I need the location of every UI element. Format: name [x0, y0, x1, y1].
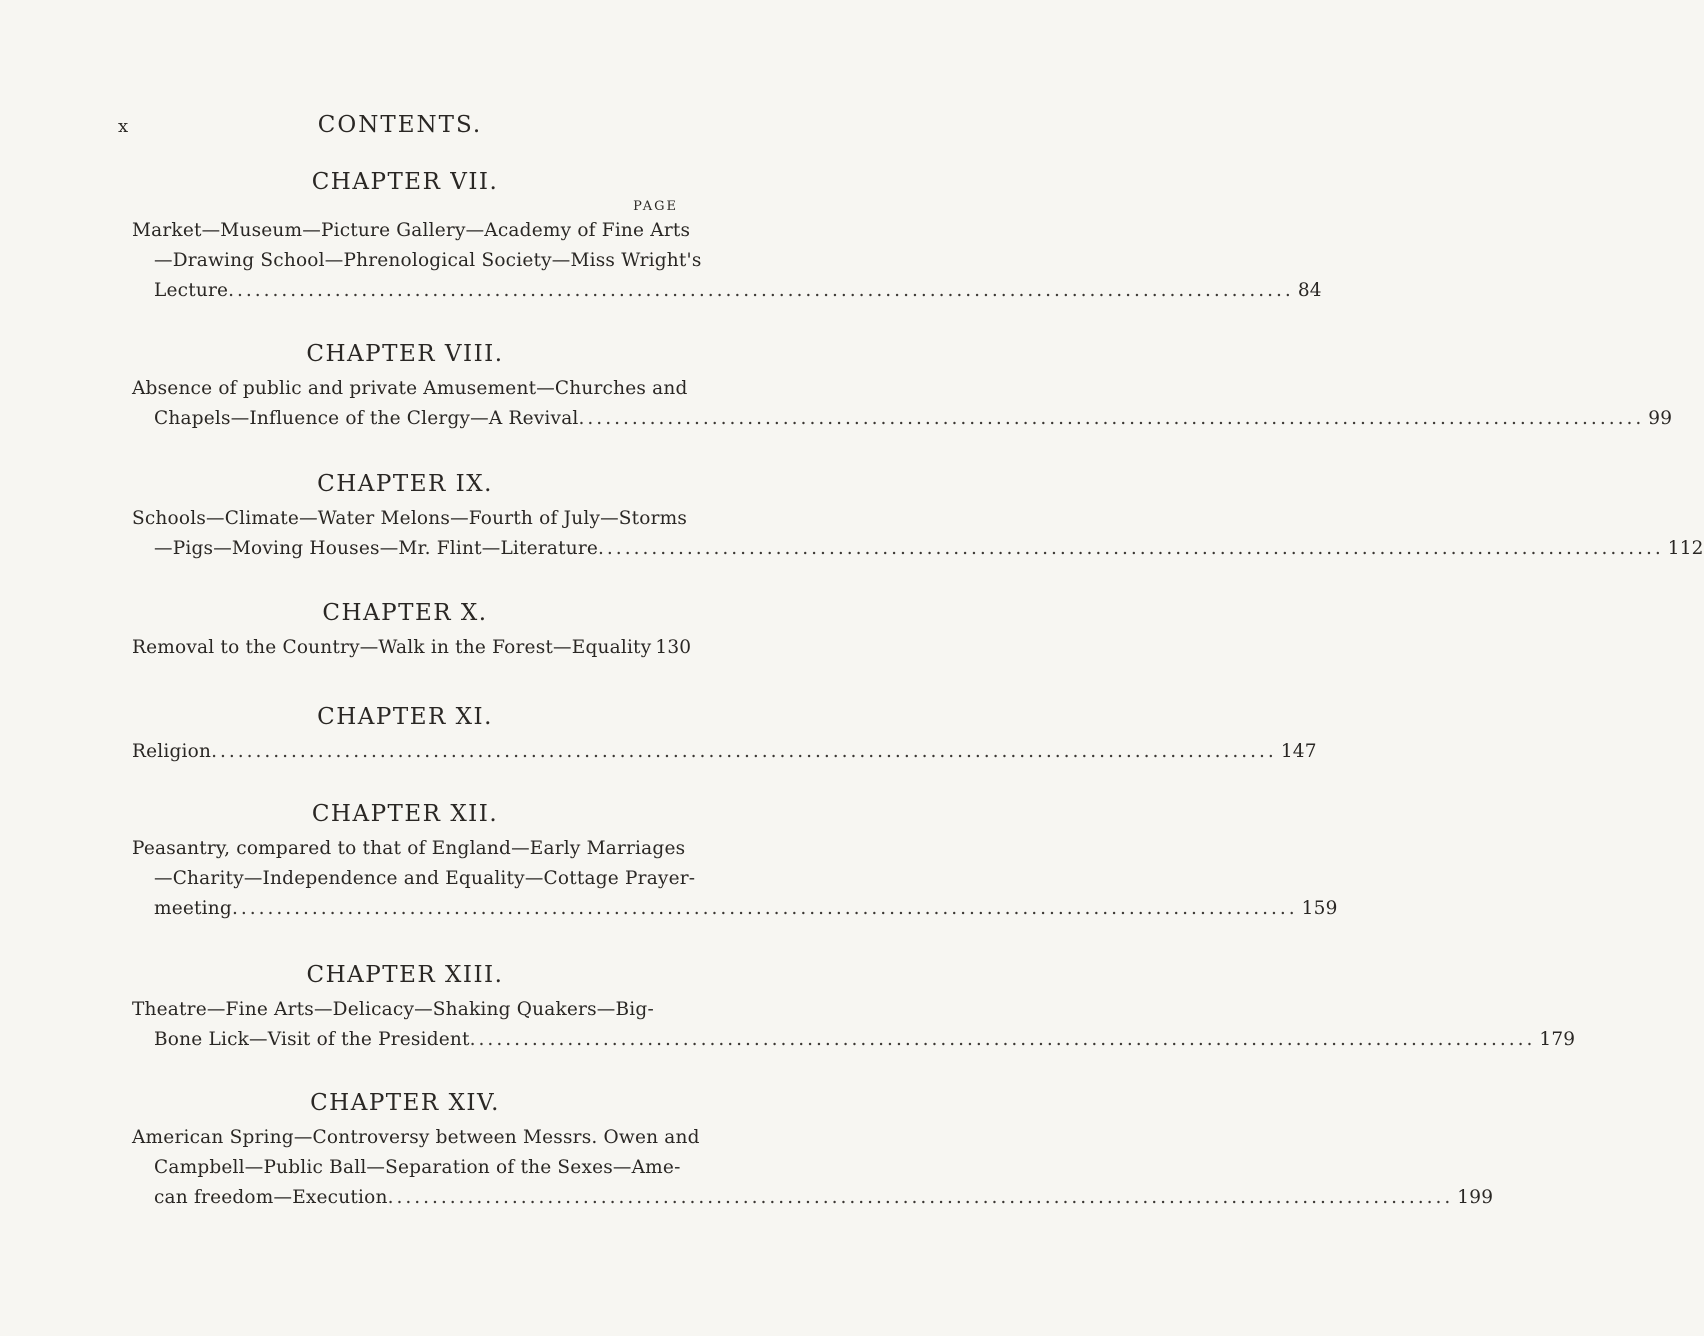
- entry-line: Absence of public and private Amusement—Churches and: [132, 378, 688, 399]
- page-column-label: PAGE: [633, 199, 678, 214]
- entry-text: Bone Lick—Visit of the President: [154, 1029, 470, 1050]
- chapter-entry: [132, 1083, 1494, 1213]
- running-header: [0, 112, 800, 142]
- entry-line: Theatre—Fine Arts—Delicacy—Shaking Quakers—Big-: [132, 999, 654, 1020]
- running-title: CONTENTS.: [317, 112, 483, 138]
- chapter-title: CHAPTER XIV.: [310, 1090, 500, 1116]
- page-ref: 147: [1280, 741, 1317, 762]
- leader-dots: ........................................................................................................................: [387, 1187, 1454, 1208]
- leader-dots: ........................................................................................................................: [598, 538, 1664, 559]
- leader-dots: ........................................................................................................................: [228, 280, 1294, 301]
- entry-line: American Spring—Controversy between Messrs. Owen and: [132, 1127, 700, 1148]
- entry-line: Market—Museum—Picture Gallery—Academy of Fine Arts: [132, 220, 691, 241]
- entry-last-line: [132, 894, 1338, 924]
- chapter-title: CHAPTER VIII.: [306, 341, 504, 367]
- chapter-entry: [132, 464, 1704, 564]
- chapter-title: CHAPTER XIII.: [306, 962, 504, 988]
- leader-dots: ........................................................................................................................: [469, 1029, 1536, 1050]
- entry-last-line: [132, 534, 1704, 564]
- page-ref: 159: [1301, 898, 1338, 919]
- entry-line: —Charity—Independence and Equality—Cottage Prayer-: [154, 868, 696, 889]
- leader-dots: ........................................................................................................................: [578, 408, 1645, 429]
- chapter-title: CHAPTER XII.: [311, 801, 499, 827]
- chapter-entry: [132, 593, 692, 663]
- chapter-entry: [132, 334, 1673, 434]
- entry-text: Religion: [132, 741, 212, 762]
- chapter-entry: [132, 162, 1322, 306]
- chapter-title: CHAPTER X.: [322, 600, 488, 626]
- entry-last-line: [132, 737, 1317, 767]
- entry-text: meeting: [154, 898, 232, 919]
- entry-text: can freedom—Execution: [154, 1187, 388, 1208]
- page-ref: 130: [655, 637, 692, 658]
- entry-text: —Pigs—Moving Houses—Mr. Flint—Literature: [154, 538, 599, 559]
- entry-line: Peasantry, compared to that of England—Early Marriages: [132, 838, 686, 859]
- entry-last-line: [132, 1183, 1494, 1213]
- entry-text: Lecture: [154, 280, 229, 301]
- chapter-entry: [132, 697, 1317, 767]
- entry-text: Chapels—Influence of the Clergy—A Revival: [154, 408, 579, 429]
- page-number: x: [118, 116, 130, 137]
- chapter-entry: [132, 955, 1576, 1055]
- leader-dots: ........................................................................................................................: [231, 898, 1298, 919]
- page-ref: 84: [1297, 280, 1322, 301]
- page-ref: 179: [1539, 1029, 1576, 1050]
- entry-last-line: [132, 1025, 1576, 1055]
- entry-line: Campbell—Public Ball—Separation of the Sexes—Ame-: [154, 1157, 681, 1178]
- chapter-title: CHAPTER VII.: [311, 169, 499, 195]
- entry-last-line: [132, 276, 1322, 306]
- entry-last-line: [132, 404, 1673, 434]
- entry-line: Schools—Climate—Water Melons—Fourth of July—Storms: [132, 508, 688, 529]
- page-ref: 199: [1457, 1187, 1494, 1208]
- entry-text: Removal to the Country—Walk in the Forest—Equality: [132, 637, 652, 658]
- page-ref: 112: [1667, 538, 1704, 559]
- chapter-title: CHAPTER IX.: [317, 471, 493, 497]
- page-ref: 99: [1648, 408, 1673, 429]
- chapter-entry: [132, 794, 1338, 924]
- entry-last-line: [132, 633, 692, 663]
- leader-dots: ........................................................................................................................: [211, 741, 1277, 762]
- chapter-title: CHAPTER XI.: [317, 704, 493, 730]
- entry-line: —Drawing School—Phrenological Society—Miss Wright's: [154, 250, 702, 271]
